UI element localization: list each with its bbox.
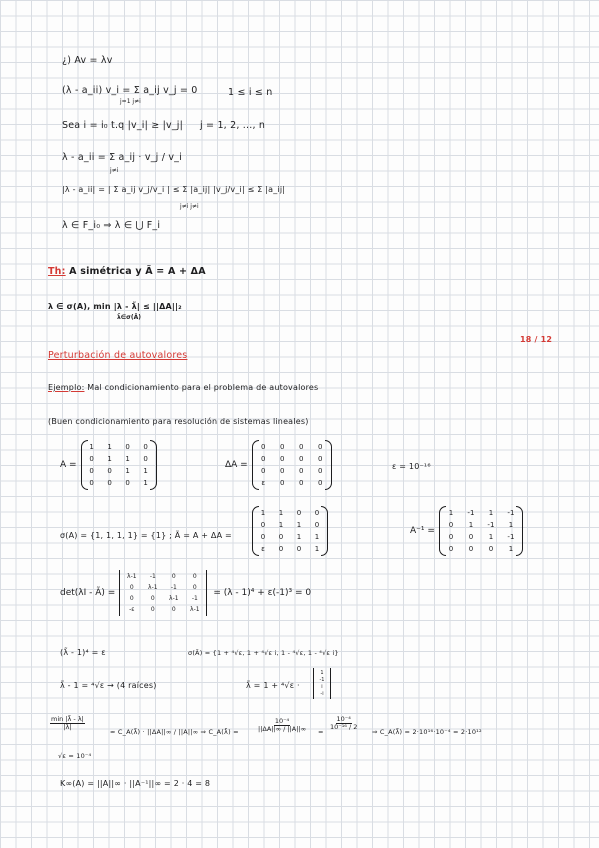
matrix-cell: 0 — [314, 509, 320, 517]
matrix-cell: -1 — [487, 521, 495, 529]
matrix-cell: λ-1 — [169, 595, 179, 602]
matrix-cell: 0 — [125, 443, 130, 451]
parenthetical-note: (Buen condicionamiento para resolución de sistemas lineales) — [48, 417, 309, 426]
line-sea-i0: Sea i = i₀ t.q |v_i| ≥ |v_j| — [62, 120, 184, 131]
matrix-cell: -1 — [467, 509, 475, 517]
condition-fraction-1 — [258, 718, 306, 733]
example-text: Mal condicionamiento para el problema de autovalores — [87, 383, 319, 392]
matrix-cell: 1 — [296, 533, 302, 541]
root-vector-block — [313, 668, 331, 699]
matrix-cell: 1 — [278, 521, 284, 529]
matrix-dA-block — [225, 440, 332, 490]
matrix-cell: 0 — [488, 545, 494, 553]
condition-fraction-2-denominator: 10⁻¹⁶ / 2 — [330, 723, 358, 732]
matrix-cell: 0 — [143, 443, 148, 451]
vector-cell: i — [321, 684, 323, 690]
matrix-cell: 0 — [296, 509, 302, 517]
matrix-cell: 0 — [150, 595, 155, 602]
matrix-A-block — [60, 440, 157, 490]
matrix-cell: 0 — [314, 521, 320, 529]
matrix-dA — [252, 440, 332, 490]
matrix-cell: 1 — [314, 533, 320, 541]
line-gershgorin-union: λ ∈ F_i₀ ⇒ λ ∈ ⋃ F_i — [62, 220, 161, 231]
matrix-cell: 0 — [129, 595, 134, 602]
theorem-label: Th: — [48, 266, 66, 277]
root-equation: (λ̃ - 1)⁴ = ε — [60, 648, 106, 657]
relative-error-denominator: |λ| — [63, 723, 72, 732]
matrix-cell: -1 — [191, 595, 198, 602]
matrix-cell: 0 — [298, 455, 304, 463]
matrix-cell: 0 — [192, 573, 197, 580]
matrix-cell: -ε — [129, 606, 135, 613]
spectrum-line: σ(A) = {1, 1, 1, 1} = {1} ; Ã = A + ΔA = — [60, 531, 232, 540]
matrix-cell: 0 — [279, 443, 285, 451]
matrix-cell: 0 — [143, 455, 148, 463]
condition-fraction-1-numerator: 10⁻⁴ — [274, 717, 290, 725]
condition-fraction-1-denominator: ||ΔA||∞ / ||A||∞ — [258, 725, 307, 734]
matrix-cell: 0 — [192, 584, 197, 591]
matrix-cell: 0 — [278, 545, 284, 553]
matrix-cell: 0 — [260, 533, 266, 541]
theorem-bound: λ ∈ σ(A), min |λ - λ̃| ≤ ||ΔA||₂ — [48, 302, 182, 311]
vector-cell: -1 — [319, 677, 325, 683]
page-number: 18 / 12 — [520, 335, 553, 344]
matrix-cell: 0 — [89, 455, 94, 463]
line-abs-inequality: |λ - a_ii| = | Σ a_ij v_j/v_i | ≤ Σ |a_ij| |v_j/v_i| ≤ Σ |a_ij| — [62, 185, 286, 194]
matrix-cell: 0 — [171, 573, 176, 580]
root-lambda-tilde: λ̃ = 1 + ⁴√ε · — [246, 681, 300, 690]
condition-fraction-2 — [330, 716, 357, 731]
line-eigen-equation: (λ - a_ii) v_i = Σ a_ij v_j = 0 — [62, 85, 198, 96]
matrix-cell: λ-1 — [148, 584, 158, 591]
matrix-cell: 0 — [150, 606, 155, 613]
root-solution: λ̃ - 1 = ⁴√ε → (4 raíces) — [60, 681, 157, 690]
matrix-cell: 1 — [107, 455, 112, 463]
condition-fraction-2-numerator: 10⁻⁴ — [336, 715, 351, 723]
matrix-cell: 0 — [298, 443, 304, 451]
matrix-cell: 0 — [260, 455, 266, 463]
matrix-cell: 1 — [468, 521, 474, 529]
matrix-cell: 0 — [296, 545, 302, 553]
matrix-cell: ε — [261, 479, 266, 487]
condition-estimate: ≃ C_A(λ̃) · ||ΔA||∞ / ||A||∞ ⇒ C_A(λ̃) = — [110, 728, 239, 736]
vector-cell: 1 — [320, 670, 324, 676]
theorem-text: A simétrica y Ã = A + ΔA — [69, 266, 206, 277]
matrix-cell: λ-1 — [190, 606, 200, 613]
matrix-cell: 0 — [317, 443, 323, 451]
matrix-cell: 1 — [508, 521, 514, 529]
fourth-root-epsilon: √ε = 10⁻⁴ — [58, 752, 92, 760]
matrix-A — [81, 440, 157, 490]
matrix-cell: 1 — [89, 443, 94, 451]
matrix-A-label: A = — [60, 460, 77, 470]
matrix-A-inverse — [439, 506, 523, 556]
condition-equals: = — [318, 728, 324, 736]
infinity-condition-number: K∞(A) = ||A||∞ · ||A⁻¹||∞ = 2 · 4 = 8 — [60, 779, 211, 788]
matrix-cell: 1 — [278, 509, 284, 517]
determinant-matrix — [119, 570, 207, 616]
index-range: 1 ≤ i ≤ n — [228, 87, 273, 98]
theorem-line — [48, 266, 206, 277]
relative-error-fraction — [50, 716, 85, 731]
matrix-dA-label: ΔA = — [225, 460, 248, 470]
index-range-j: j = 1, 2, ..., n — [200, 120, 266, 131]
example-line — [48, 383, 318, 392]
matrix-cell: 0 — [448, 521, 454, 529]
matrix-cell: ε — [261, 545, 265, 553]
line-av-lambda-v: ¿) Av = λv — [62, 55, 113, 66]
determinant-label: det(λI - Ã) = — [60, 588, 116, 598]
matrix-cell: 1 — [488, 509, 494, 517]
matrix-cell: 0 — [279, 479, 285, 487]
matrix-cell: 0 — [468, 533, 474, 541]
matrix-cell: -1 — [507, 509, 515, 517]
matrix-cell: 0 — [468, 545, 474, 553]
matrix-cell: 1 — [488, 533, 494, 541]
matrix-cell: 0 — [448, 533, 454, 541]
relative-error-numerator: min |λ̃ - λ| — [51, 715, 84, 723]
root-vector — [313, 668, 331, 699]
matrix-cell: 0 — [279, 467, 285, 475]
epsilon-definition: ε = 10⁻¹⁶ — [392, 462, 431, 471]
matrix-cell: 1 — [314, 545, 320, 553]
matrix-cell: 1 — [125, 467, 130, 475]
line-lambda-minus-aii-subscript: j≠i — [110, 167, 119, 174]
section-title: Perturbación de autovalores — [48, 350, 188, 361]
determinant-result: = (λ - 1)⁴ + ε(-1)³ = 0 — [213, 588, 312, 598]
theorem-bound-subscript: λ̃∈σ(Ã) — [117, 314, 141, 321]
matrix-cell: λ-1 — [127, 573, 137, 580]
determinant-block — [60, 570, 311, 616]
matrix-cell: 0 — [298, 479, 304, 487]
matrix-cell: 1 — [448, 509, 454, 517]
vector-cell: -i — [320, 691, 324, 697]
matrix-cell: 0 — [317, 467, 323, 475]
matrix-cell: 1 — [107, 443, 112, 451]
matrix-cell: 0 — [125, 479, 130, 487]
matrix-cell: 0 — [298, 467, 304, 475]
matrix-cell: 0 — [448, 545, 454, 553]
matrix-cell: 1 — [296, 521, 302, 529]
matrix-At-block — [252, 506, 328, 556]
matrix-Ainv-label: A⁻¹ = — [410, 526, 435, 536]
matrix-cell: 0 — [107, 467, 112, 475]
matrix-cell: 0 — [278, 533, 284, 541]
matrix-cell: 1 — [143, 467, 148, 475]
matrix-cell: 0 — [260, 443, 266, 451]
matrix-cell: 0 — [279, 455, 285, 463]
matrix-cell: 0 — [89, 467, 94, 475]
line-abs-inequality-subscript: j≠i j≠i — [180, 203, 199, 210]
matrix-cell: -1 — [170, 584, 177, 591]
line-lambda-minus-aii: λ - a_ii = Σ a_ij · v_j / v_i — [62, 152, 182, 163]
example-label: Ejemplo: — [48, 383, 85, 392]
matrix-cell: 0 — [317, 479, 323, 487]
matrix-cell: 0 — [89, 479, 94, 487]
matrix-A-tilde — [252, 506, 328, 556]
line-eigen-equation-subscript: j=1 j≠i — [120, 98, 141, 105]
matrix-cell: 1 — [508, 545, 514, 553]
matrix-cell: 0 — [317, 455, 323, 463]
matrix-cell: 1 — [125, 455, 130, 463]
condition-result: ⇒ C_A(λ̃) = 2·10¹⁶·10⁻⁴ = 2·10¹² — [372, 728, 482, 736]
matrix-cell: 0 — [107, 479, 112, 487]
matrix-cell: 0 — [171, 606, 176, 613]
spectrum-A-tilde: σ(Ã) = {1 + ⁴√ε, 1 + ⁴√ε i, 1 - ⁴√ε, 1 - ⁴√ε i} — [188, 649, 339, 657]
matrix-cell: -1 — [507, 533, 515, 541]
matrix-cell: -1 — [149, 573, 156, 580]
matrix-Ainv-block — [410, 506, 523, 556]
matrix-cell: 0 — [260, 521, 266, 529]
matrix-cell: 0 — [260, 467, 266, 475]
matrix-cell: 1 — [143, 479, 148, 487]
matrix-cell: 0 — [129, 584, 134, 591]
matrix-cell: 1 — [260, 509, 266, 517]
